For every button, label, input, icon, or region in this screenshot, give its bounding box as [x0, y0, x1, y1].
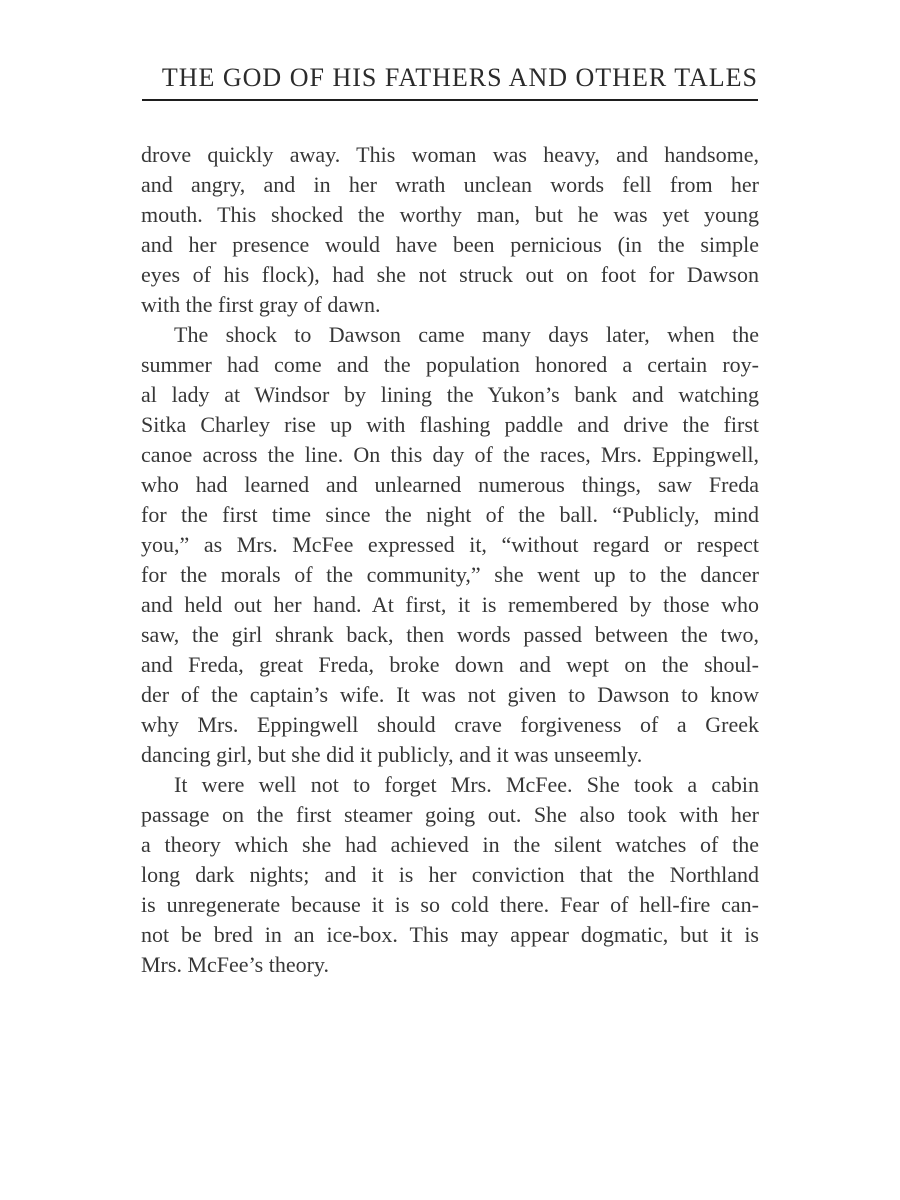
- body-text: [141, 140, 759, 980]
- running-head-title: THE GOD OF HIS FATHERS AND OTHER TALES: [161, 63, 758, 92]
- text-line: why Mrs. Eppingwell should crave forgiveness of a Greek: [141, 712, 759, 737]
- text-line: al lady at Windsor by lining the Yukon’s bank and watching: [141, 382, 759, 407]
- text-line: The shock to Dawson came many days later, when the: [174, 322, 759, 347]
- text-line: passage on the first steamer going out. She also took with her: [141, 802, 759, 827]
- text-line: who had learned and unlearned numerous things, saw Freda: [141, 472, 759, 497]
- paragraph: [141, 140, 759, 320]
- paragraph: [141, 770, 759, 980]
- text-line: and her presence would have been pernicious (in the simple: [141, 232, 759, 257]
- text-line: summer had come and the population honored a certain roy-: [141, 352, 759, 377]
- text-line: mouth. This shocked the worthy man, but he was yet young: [141, 202, 759, 227]
- text-line: Sitka Charley rise up with flashing paddle and drive the first: [141, 412, 759, 437]
- text-line: der of the captain’s wife. It was not given to Dawson to know: [141, 682, 759, 707]
- text-line: you,” as Mrs. McFee expressed it, “without regard or respect: [141, 532, 759, 557]
- text-line: not be bred in an ice-box. This may appear dogmatic, but it is: [141, 922, 759, 947]
- text-line: saw, the girl shrank back, then words passed between the two,: [141, 622, 759, 647]
- text-line: and Freda, great Freda, broke down and wept on the shoul-: [141, 652, 759, 677]
- text-line: eyes of his flock), had she not struck out on foot for Dawson: [141, 262, 759, 287]
- text-line: It were well not to forget Mrs. McFee. She took a cabin: [174, 772, 759, 797]
- text-line: for the morals of the community,” she went up to the dancer: [141, 562, 759, 587]
- text-line: dancing girl, but she did it publicly, and it was unseemly.: [141, 742, 643, 767]
- text-line: long dark nights; and it is her conviction that the Northland: [141, 862, 759, 887]
- text-line: with the first gray of dawn.: [141, 292, 381, 317]
- text-line: and angry, and in her wrath unclean words fell from her: [141, 172, 759, 197]
- text-line: and held out her hand. At first, it is remembered by those who: [141, 592, 759, 617]
- text-line: drove quickly away. This woman was heavy, and handsome,: [141, 142, 759, 167]
- text-line: Mrs. McFee’s theory.: [141, 952, 329, 977]
- page-header: [142, 64, 758, 101]
- text-line: for the first time since the night of the ball. “Publicly, mind: [141, 502, 759, 527]
- text-line: is unregenerate because it is so cold there. Fear of hell-fire can-: [141, 892, 759, 917]
- text-line: a theory which she had achieved in the silent watches of the: [141, 832, 759, 857]
- paragraph: [141, 320, 759, 770]
- text-line: canoe across the line. On this day of the races, Mrs. Eppingwell,: [141, 442, 759, 467]
